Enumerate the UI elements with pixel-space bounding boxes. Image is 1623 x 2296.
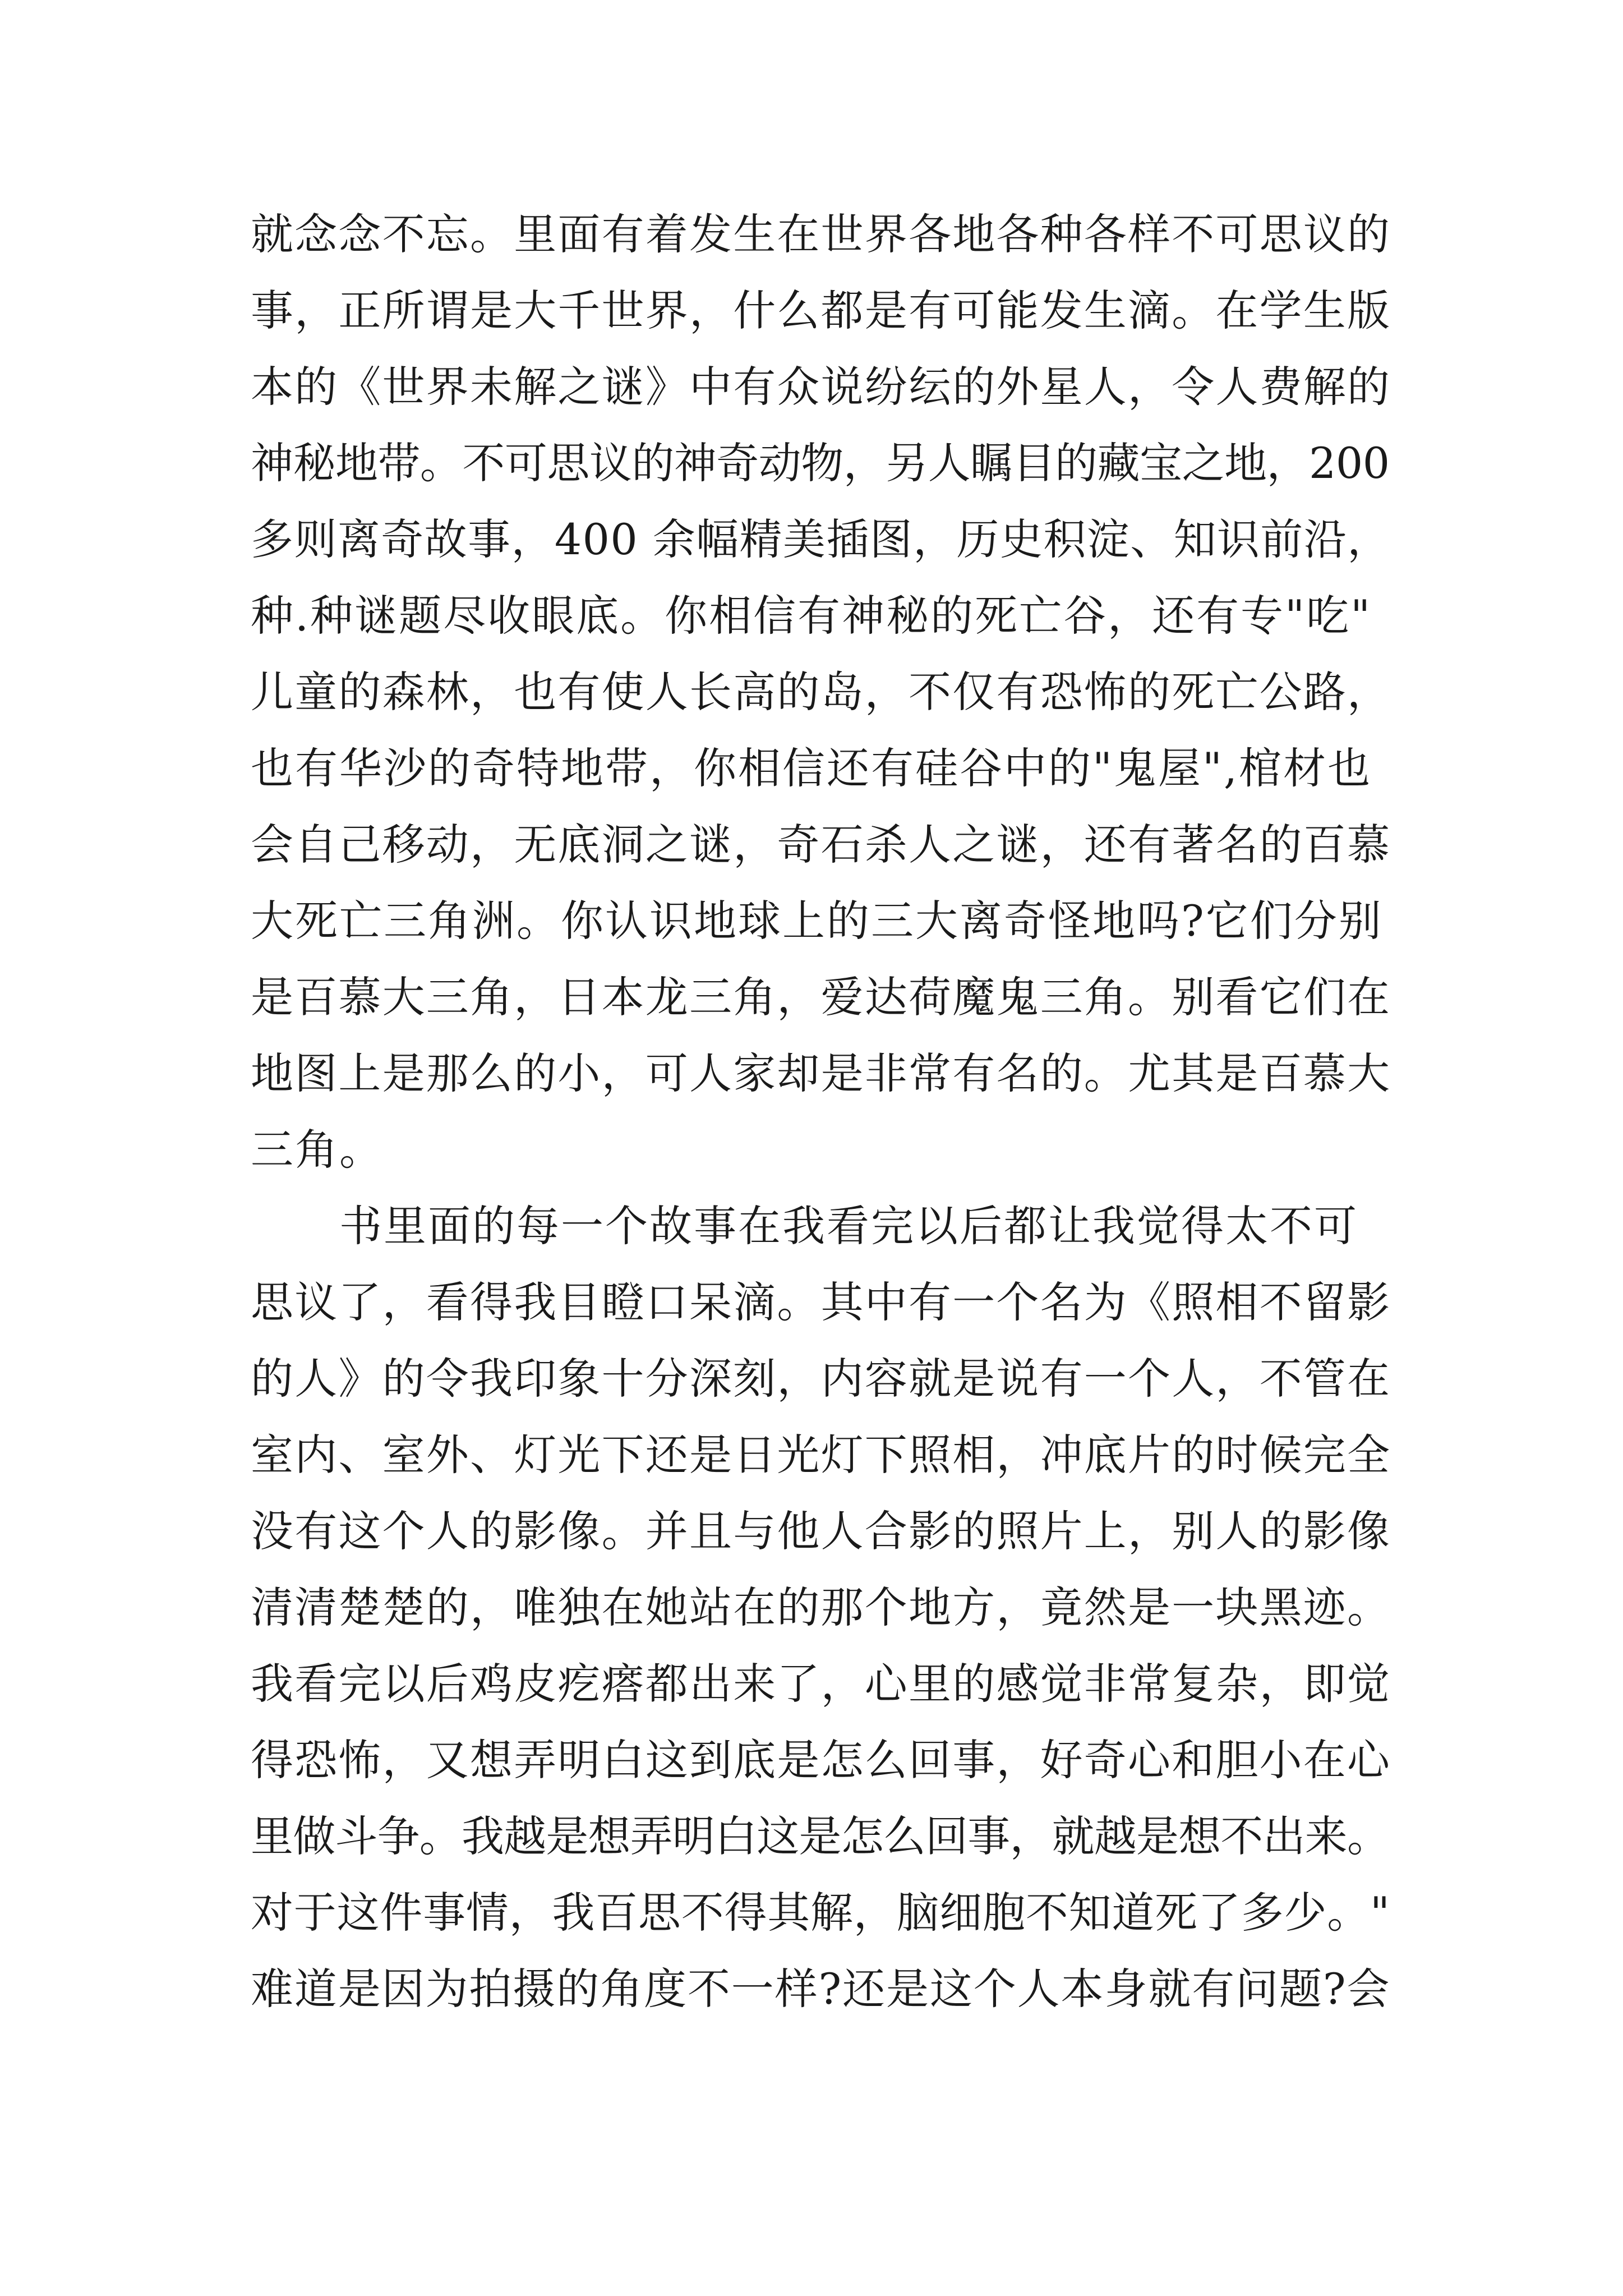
- text-line: 是百慕大三角，日本龙三角，爱达荷魔鬼三角。别看它们在: [251, 972, 1391, 1022]
- text-line: 得恐怖，又想弄明白这到底是怎么回事，好奇心和胆小在心: [251, 1735, 1391, 1785]
- text-line: 三角。: [251, 1125, 384, 1175]
- text-line: 里做斗争。我越是想弄明白这是怎么回事，就越是想不出来。: [251, 1811, 1390, 1861]
- text-line: 多则离奇故事，400 余幅精美插图，历史积淀、知识前沿，: [251, 514, 1391, 564]
- text-line: 神秘地带。不可思议的神奇动物，另人瞩目的藏宝之地，200: [251, 438, 1390, 488]
- text-line: 会自己移动，无底洞之谜，奇石杀人之谜，还有著名的百慕: [251, 820, 1391, 869]
- text-line: 儿童的森林，也有使人长高的岛，不仅有恐怖的死亡公路，: [251, 667, 1391, 717]
- text-line: 本的《世界未解之谜》中有众说纷纭的外星人，令人费解的: [251, 362, 1391, 412]
- text-line: 事，正所谓是大千世界，什么都是有可能发生滴。在学生版: [251, 286, 1391, 335]
- text-line: 地图上是那么的小，可人家却是非常有名的。尤其是百慕大: [251, 1048, 1391, 1098]
- text-line: 书里面的每一个故事在我看完以后都让我觉得太不可: [251, 1201, 1358, 1251]
- text-line: 思议了，看得我目瞪口呆滴。其中有一个名为《照相不留影: [251, 1277, 1391, 1327]
- text-line: 的人》的令我印象十分深刻，内容就是说有一个人，不管在: [251, 1354, 1391, 1404]
- body-text: [251, 196, 1391, 2027]
- text-line: 对于这件事情，我百思不得其解，脑细胞不知道死了多少。": [251, 1888, 1390, 1938]
- text-line: 清清楚楚的，唯独在她站在的那个地方，竟然是一块黑迹。: [251, 1582, 1391, 1632]
- text-line: 也有华沙的奇特地带，你相信还有硅谷中的"鬼屋",棺材也: [251, 743, 1372, 793]
- text-line: 室内、室外、灯光下还是日光灯下照相，冲底片的时候完全: [251, 1430, 1391, 1480]
- text-line: 我看完以后鸡皮疙瘩都出来了，心里的感觉非常复杂，即觉: [251, 1659, 1391, 1709]
- text-line: 就念念不忘。里面有着发生在世界各地各种各样不可思议的: [251, 209, 1391, 259]
- text-line: 种.种谜题尽收眼底。你相信有神秘的死亡谷，还有专"吃": [251, 591, 1372, 641]
- text-line: 难道是因为拍摄的角度不一样?还是这个人本身就有问题?会: [251, 1964, 1391, 2014]
- text-line: 没有这个人的影像。并且与他人合影的照片上，别人的影像: [251, 1506, 1391, 1556]
- text-line: 大死亡三角洲。你认识地球上的三大离奇怪地吗?它们分别: [251, 896, 1383, 946]
